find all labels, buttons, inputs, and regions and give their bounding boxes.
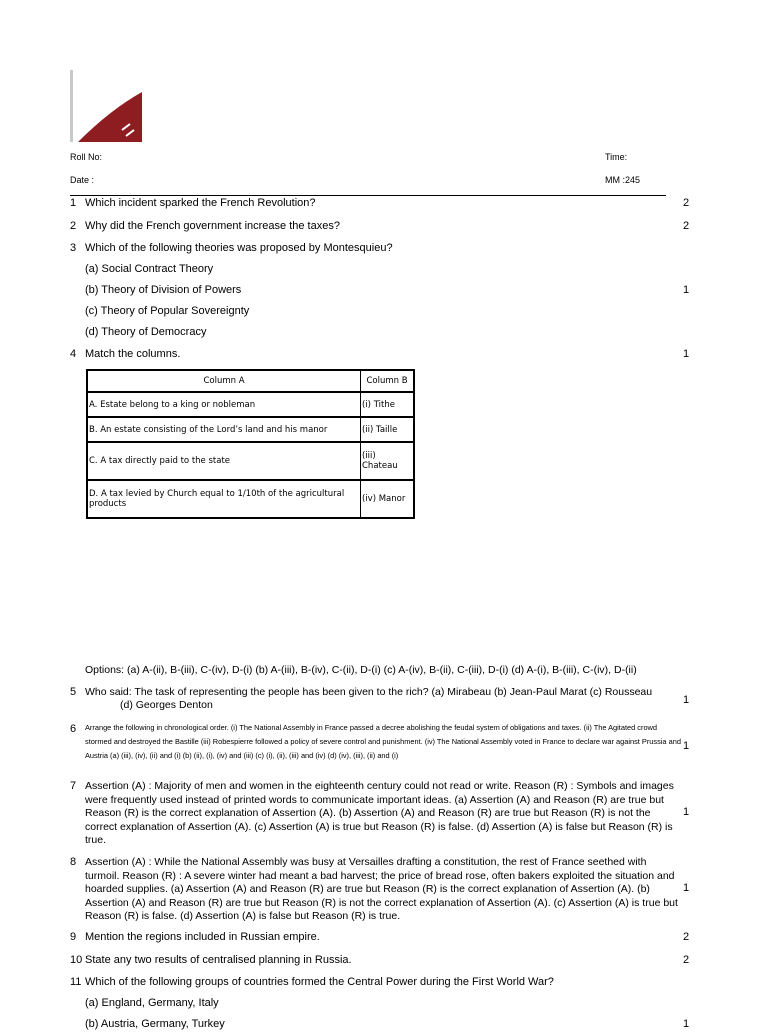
question-marks: 1: [683, 284, 690, 296]
table-cell: A. Estate belong to a king or nobleman: [87, 392, 361, 417]
question-marks: 1: [683, 1018, 690, 1030]
date-label: Date :: [70, 175, 95, 185]
option-item: (d) Theory of Democracy: [85, 326, 207, 338]
question-text: Which of the following groups of countries formed the Central Power during the First World War?: [85, 976, 554, 988]
school-logo: [70, 70, 144, 144]
table-cell: C. A tax directly paid to the state: [87, 442, 361, 480]
table-row: [87, 417, 414, 442]
question-number: 6: [70, 723, 77, 735]
max-marks-label: MM :245: [605, 175, 641, 185]
table-cell: (iii) Chateau: [361, 442, 415, 480]
question-number: 7: [70, 780, 77, 792]
option-item: (c) Theory of Popular Sovereignty: [85, 305, 250, 317]
question-text: Mention the regions included in Russian empire.: [85, 931, 320, 943]
question-marks: 1: [683, 694, 690, 706]
question-marks: 2: [683, 931, 690, 943]
question-text: Assertion (A) : Majority of men and women in the eighteenth century could not read or write. Reason (R) : Symbols and images were frequently used instead of printed words to communicate important ideas. (a) Assertion (A) and Reason (R) are true but Reason (R) is the correct explanation of Assertion (A). (b) Assertion (A) and Reason (R) are true but Reason (R) is not the correct explanation of Assertion (A). (c) Assertion (A) is true but Reason (R) is false. (d) Assertion (A) is false but Reason (R) is true.: [85, 780, 674, 846]
question-number: 3: [70, 242, 77, 254]
question-marks: 1: [683, 806, 690, 818]
column-b-header: Column B: [361, 370, 415, 392]
question-number: 2: [70, 220, 77, 232]
question-marks: 2: [683, 220, 690, 232]
table-row: [87, 392, 414, 417]
column-a-header: Column A: [87, 370, 361, 392]
table-row: [87, 442, 414, 480]
question-marks: 1: [683, 882, 690, 894]
roll-no-label: Roll No:: [70, 152, 103, 162]
option-item: (a) England, Germany, Italy: [85, 997, 219, 1009]
table-header-row: [87, 370, 414, 392]
question-number: 10: [70, 954, 83, 966]
header-divider: [70, 195, 666, 196]
question-text: Match the columns.: [85, 348, 181, 360]
option-item: (a) Social Contract Theory: [85, 263, 214, 275]
time-label: Time:: [605, 152, 628, 162]
question-marks: 2: [683, 954, 690, 966]
question-number: 1: [70, 197, 77, 209]
question-text: Why did the French government increase the taxes?: [85, 220, 340, 232]
option-item: (b) Theory of Division of Powers: [85, 284, 242, 296]
table-cell: B. An estate consisting of the Lord’s land and his manor: [87, 417, 361, 442]
question-marks: 2: [683, 197, 690, 209]
question-marks: 1: [683, 740, 690, 752]
table-cell: (iv) Manor: [361, 480, 415, 518]
question-number: 5: [70, 686, 77, 698]
table-row: [87, 480, 414, 518]
question-text: Arrange the following in chronological order. (i) The National Assembly in France passed a decree abolishing the feudal system of obligations and taxes. (ii) The Agitated crowd stormed and destroyed the Bastille (iii) Robespierre followed a policy of severe control and punishment. (iv) The National Assembly voted in France to declare war against Prussia and Austria (a) (iii), (iv), (ii) and (i) (b) (ii), (i), (iv) and (iii) (c) (i), (ii), (iii) and (iv) (d) (iv), (iii), (ii) and (i): [85, 723, 681, 760]
question-text: Assertion (A) : While the National Assembly was busy at Versailles drafting a constitution, the rest of France seethed with turmoil. Reason (R) : A severe winter had meant a bad harvest; the price of bread rose, often bakers exploited the situation and hoarded supplies. (a) Assertion (A) and Reason (R) are true but Reason (R) is the correct explanation of Assertion (A). (b) Assertion (A) and Reason (R) are true but Reason (R) is not the correct explanation of Assertion (A). (c) Assertion (A) is true but Reason (R) is false. (d) Assertion (A) is false but Reason (R) is true.: [85, 856, 678, 922]
question-text-continued: (d) Georges Denton: [120, 699, 213, 711]
question-text: Who said: The task of representing the people has been given to the rich? (a) Mirabeau (b) Jean-Paul Marat (c) Rousseau: [85, 686, 653, 698]
question-text: Which of the following theories was proposed by Montesquieu?: [85, 242, 393, 254]
question-marks: 1: [683, 348, 690, 360]
question-number: 9: [70, 931, 77, 943]
question-number: 4: [70, 348, 77, 360]
table-cell: (i) Tithe: [361, 392, 415, 417]
table-cell: (ii) Taille: [361, 417, 415, 442]
match-columns-table: [86, 369, 415, 519]
question-number: 11: [70, 976, 82, 988]
question-text: State any two results of centralised planning in Russia.: [85, 954, 352, 966]
question-text: Which incident sparked the French Revolution?: [85, 197, 316, 209]
option-item: (b) Austria, Germany, Turkey: [85, 1018, 225, 1030]
question-number: 8: [70, 856, 77, 868]
table-cell: D. A tax levied by Church equal to 1/10th of the agricultural products: [87, 480, 361, 518]
match-options: Options: (a) A-(ii), B-(iii), C-(iv), D-(i) (b) A-(iii), B-(iv), C-(ii), D-(i) (c) A-(iv), B-(ii), C-(iii), D-(i) (d) A-(i), B-(iii), C-(iv), D-(ii): [85, 664, 637, 676]
